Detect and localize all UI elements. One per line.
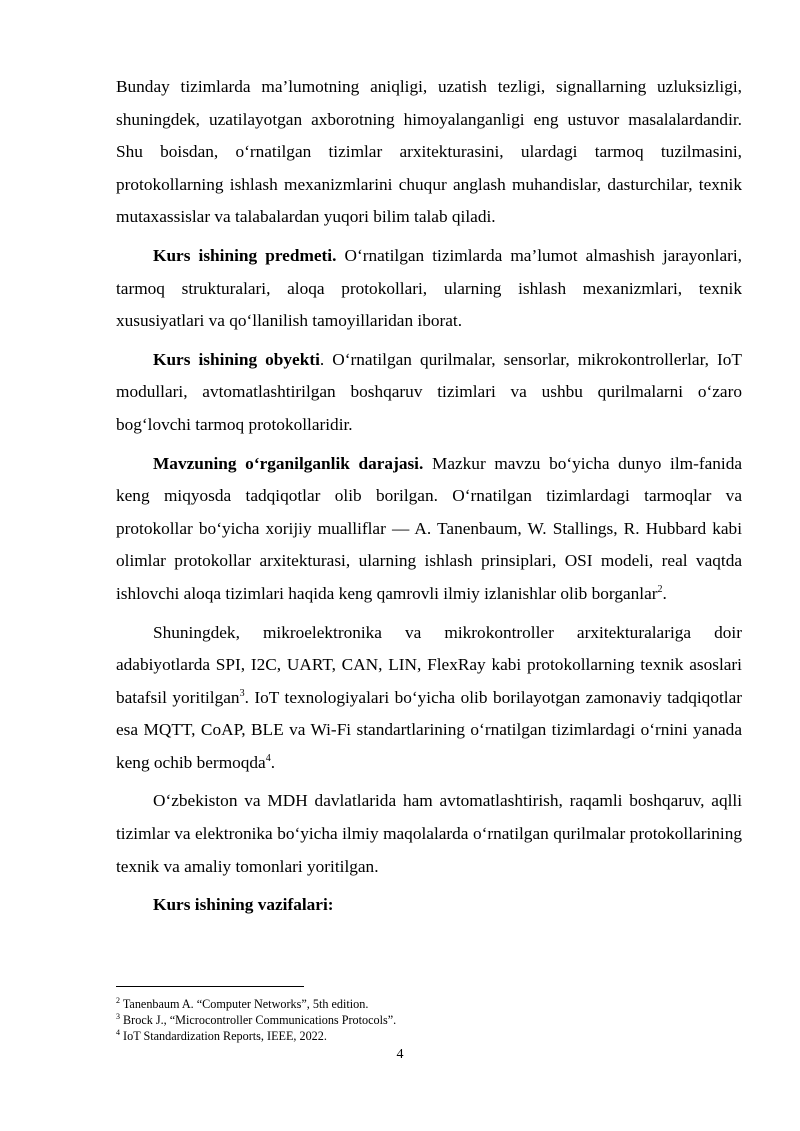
subject-text: O‘rnatilgan tizimlarda ma’lumot almashish jarayonlari, tarmoq strukturalari, aloqa protokollari, ularning ishlash mexanizmlari, texnik xususiyatlari va qo‘llanilish tamoyillaridan iborat. [116, 245, 742, 331]
study-level-text: Mazkur mavzu bo‘yicha dunyo ilm-fanida keng miqyosda tadqiqotlar olib borilgan. O‘rnatilgan tizimlardagi tarmoqlar va protokollar bo‘yicha xorijiy mualliflar — A. Tanenbaum, W. Stallings, R. Hubbard kabi olimlar protokollar arxitekturasi, ularning ishlash prinsiplari, OSI modeli, real vaqtda ishlovchi aloqa tizimlari haqida keng qamrovli ilmiy izlanishlar olib borganlar [116, 453, 742, 603]
footnote-item [116, 1028, 742, 1044]
tasks-heading: Kurs ishining vazifalari: [153, 895, 334, 915]
footnote-mark: 4 [116, 1027, 120, 1037]
paragraph-object [116, 344, 742, 442]
paragraph-tasks [116, 889, 742, 922]
footnote-ref-4: 4 [265, 753, 271, 765]
paragraph-intro: Bunday tizimlarda ma’lumotning aniqligi, uzatish tezligi, signallarning uzluksizligi, shuningdek, uzatilayotgan axborotning himoyalanganligi eng ustuvor masalalardandir. Shu boisdan, o‘rnatilgan tizimlar arxitekturasini, ulardagi tarmoq tuzilmasini, protokollarning ishlash mexanizmlarini chuqur anglash muhandislar, dasturchilar, texnik mutaxassislar va talabalardan yuqori bilim talab qiladi. [116, 77, 742, 227]
footnote-text: Tanenbaum A. “Computer Networks”, 5th edition. [120, 997, 369, 1011]
footnote-ref-3: 3 [239, 687, 245, 699]
subject-heading: Kurs ishining predmeti. [153, 245, 337, 265]
footnote-mark: 3 [116, 1011, 120, 1021]
footnote-ref-2: 2 [657, 584, 663, 596]
footnote-text: IoT Standardization Reports, IEEE, 2022. [120, 1029, 327, 1043]
object-heading: Kurs ishining obyekti [153, 349, 320, 369]
paragraph-subject [116, 240, 742, 338]
object-text: . O‘rnatilgan qurilmalar, sensorlar, mikrokontrollerlar, IoT modullari, avtomatlashtirilgan boshqaruv tizimlari va ushbu qurilmalarni o‘zaro bog‘lovchi tarmoq protokollaridir. [116, 349, 742, 434]
study-level-heading: Mavzuning o‘rganilganlik darajasi. [153, 453, 424, 473]
paragraph-study-level [116, 448, 742, 611]
paragraph-literature [116, 617, 742, 780]
paragraph-regional: O‘zbekiston va MDH davlatlarida ham avtomatlashtirish, raqamli boshqaruv, aqlli tizimlar va elektronika bo‘yicha ilmiy maqolalarda o‘rnatilgan qurilmalar protokollarining texnik va amaliy tomonlari yoritilgan. [116, 791, 742, 876]
literature-end: . [270, 752, 276, 772]
document-body [116, 71, 742, 922]
footnote-text: Brock J., “Microcontroller Communications Protocols”. [120, 1013, 397, 1027]
footnote-divider [116, 986, 304, 987]
literature-text-a: Shuningdek, mikroelektronika va mikrokontroller arxitekturalariga doir adabiyotlarda SPI, I2C, UART, CAN, LIN, FlexRay kabi protokollarning texnik asoslari batafsil yoritilgan [116, 622, 742, 707]
footnote-mark: 2 [116, 995, 120, 1005]
page-number: 4 [396, 1047, 404, 1062]
literature-text-b: . IoT texnologiyalari bo‘yicha olib borilayotgan zamonaviy tadqiqotlar esa MQTT, CoAP, BLE va Wi-Fi standartlarining o‘rnatilgan tizimlardagi o‘rnini yanada keng ochib bermoqda [116, 687, 742, 772]
study-level-end: . [662, 583, 667, 603]
footnote-item [116, 1012, 742, 1028]
footnote-item [116, 996, 742, 1012]
footnotes [116, 996, 742, 1044]
